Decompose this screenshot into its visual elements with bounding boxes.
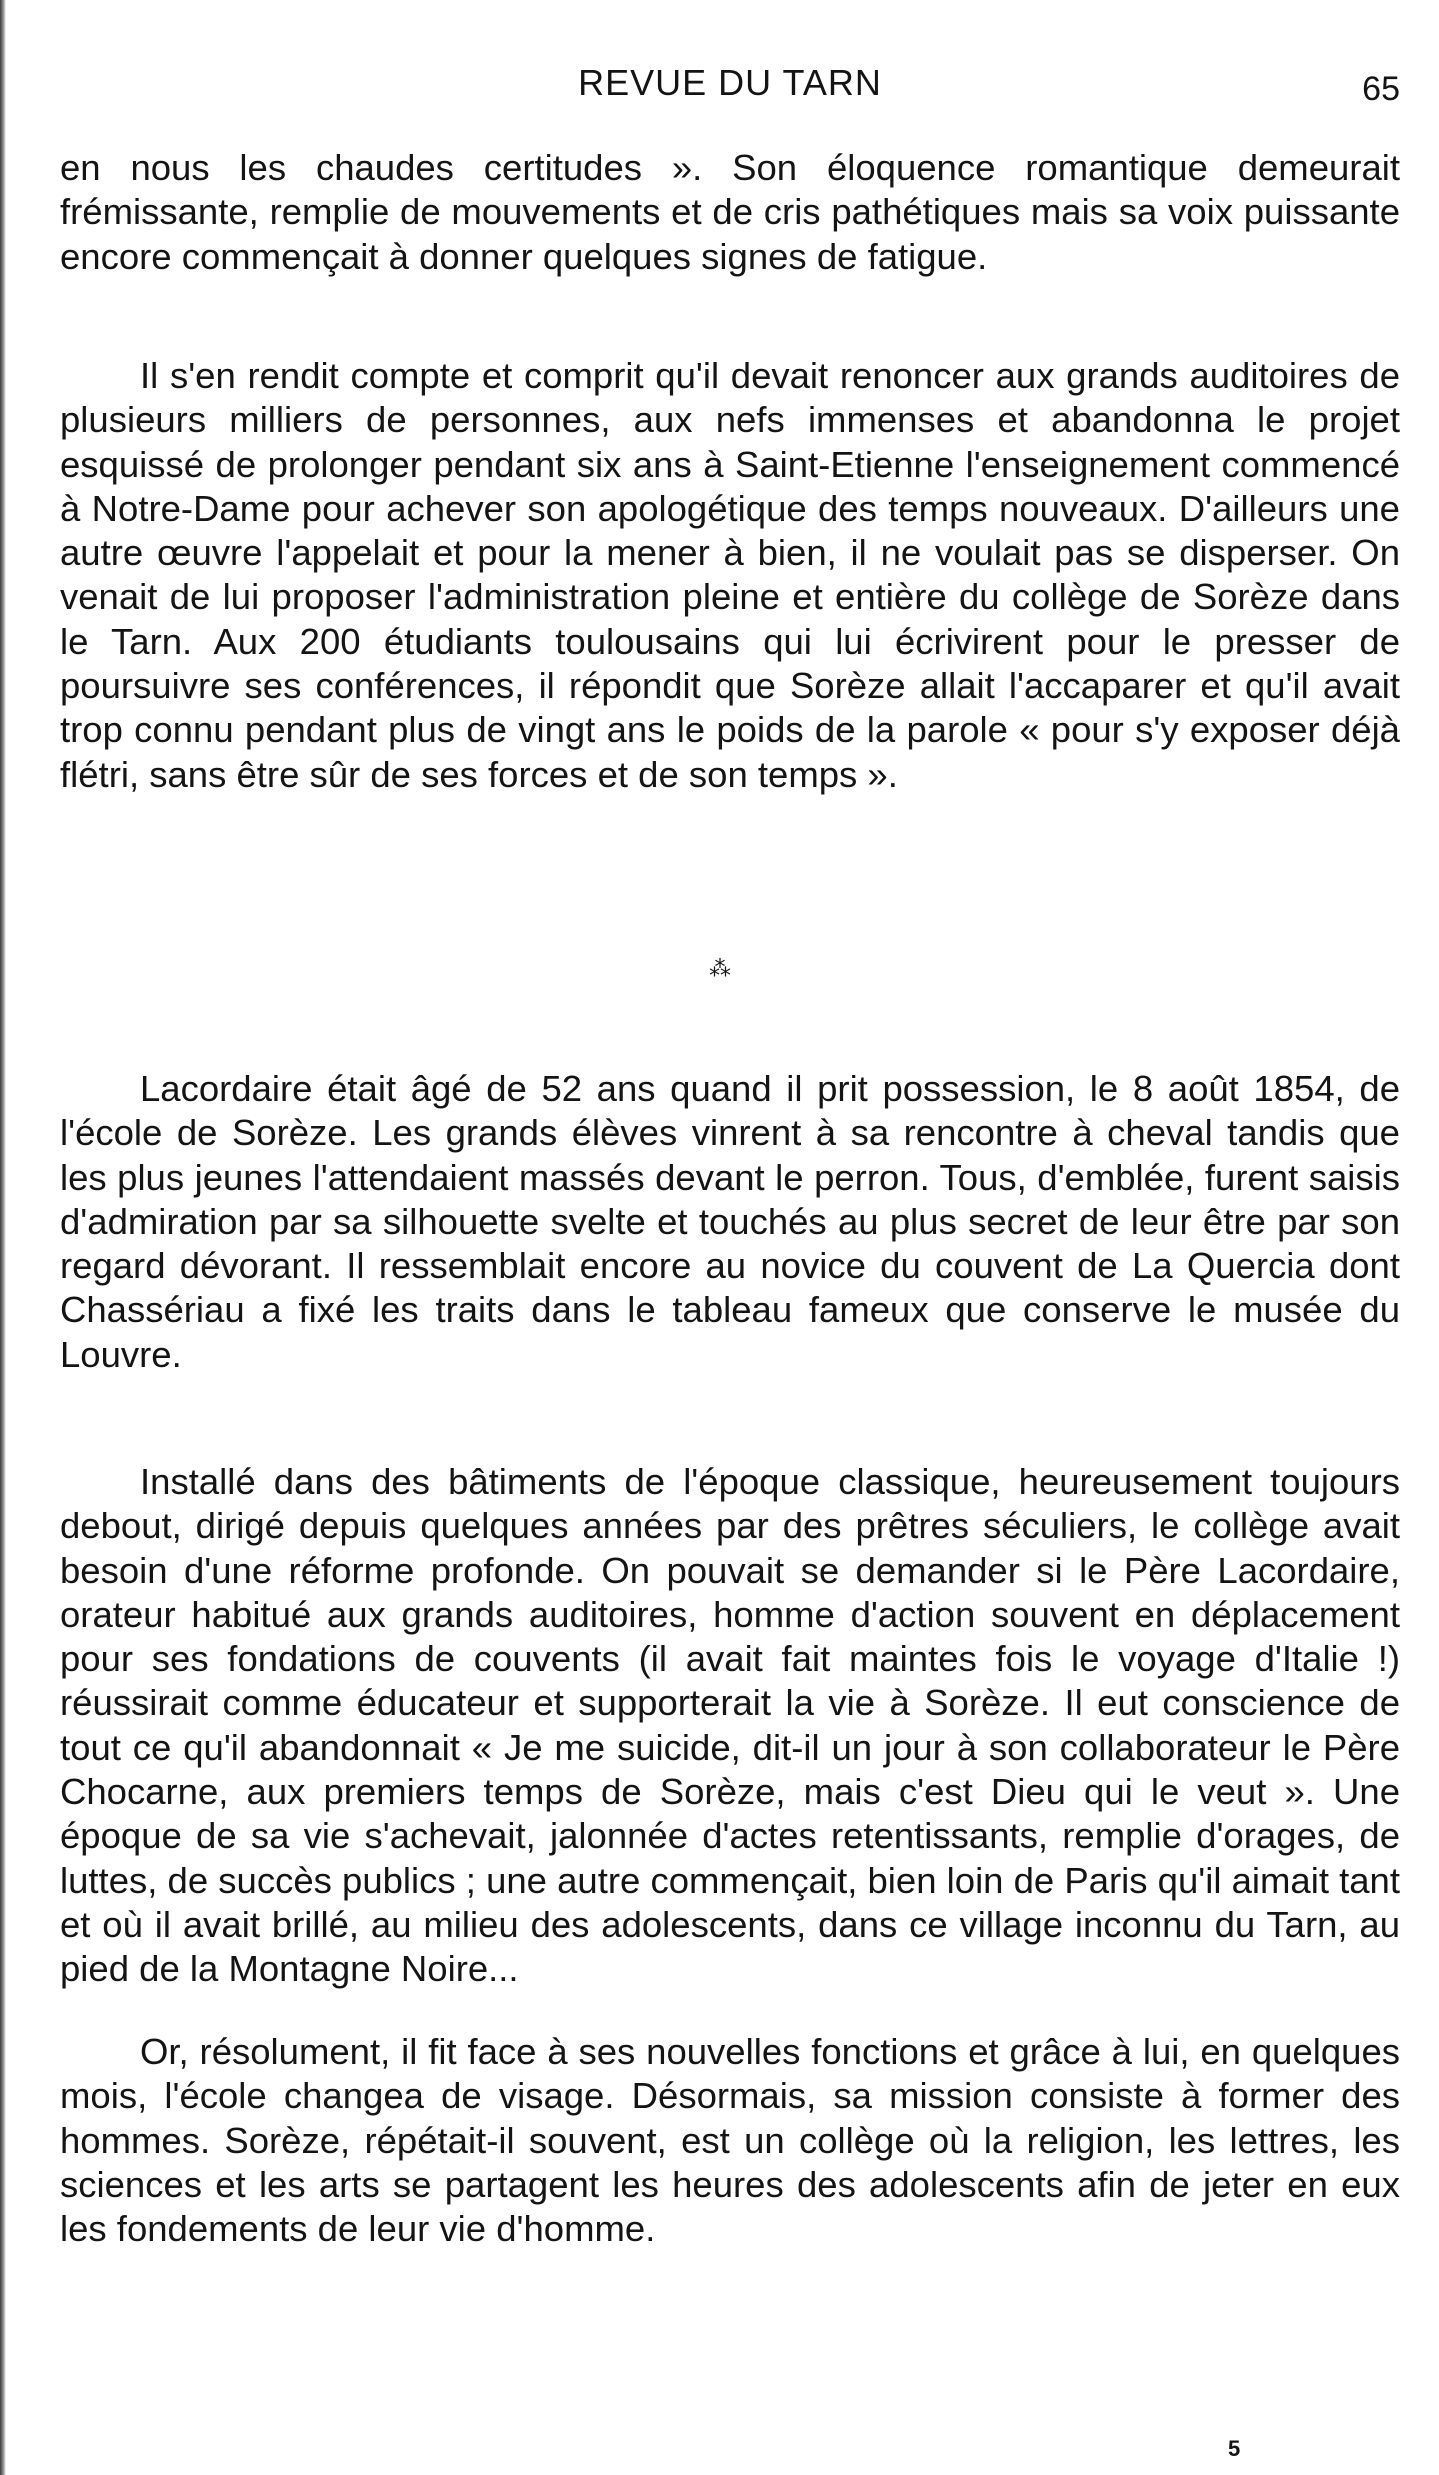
paragraph-1: en nous les chaudes certitudes ». Son éloquence romantique demeurait frémissante, remplie de mouvements et de cris pathétiques mais sa voix puissante encore commençait à donner quelques signes de fatigue.	[60, 147, 1400, 277]
paragraph-2: Il s'en rendit compte et comprit qu'il devait renoncer aux grands auditoires de plusieurs milliers de personnes, aux nefs immenses et abandonna le projet esquissé de prolonger pendant six ans à Saint-Etienne l'enseignement commencé à Notre-Dame pour achever son apologétique des temps nouveaux. D'ailleurs une autre œuvre l'appelait et pour la mener à bien, il ne voulait pas se disperser. On venait de lui proposer l'administration pleine et entière du collège de Sorèze dans le Tarn. Aux 200 étudiants toulousains qui lui écrivirent pour le presser de poursuivre ses conférences, il répondit que Sorèze allait l'accaparer et qu'il avait trop connu pendant plus de vingt ans le poids de la parole « pour s'y exposer déjà flétri, sans être sûr de ses forces et de son temps ».	[60, 355, 1400, 795]
scan-edge	[0, 0, 6, 2475]
paragraph-5: Or, résolument, il fit face à ses nouvelles fonctions et grâce à lui, en quelques mois, l'école changea de visage. Désormais, sa mission consiste à former des hommes. Sorèze, répétait-il souvent, est un collège où la religion, les lettres, les sciences et les arts se partagent les heures des adolescents afin de jeter en eux les fondements de leur vie d'homme.	[60, 2031, 1400, 2250]
page-header	[60, 62, 1400, 112]
running-title: REVUE DU TARN	[578, 62, 882, 103]
page-number: 65	[1362, 70, 1400, 108]
paragraph-3: Lacordaire était âgé de 52 ans quand il prit possession, le 8 août 1854, de l'école de Sorèze. Les grands élèves vinrent à sa rencontre à cheval tandis que les plus jeunes l'attendaient massés devant le perron. Tous, d'emblée, furent saisis d'admiration par sa silhouette svelte et touchés au plus secret de leur être par son regard dévorant. Il ressemblait encore au novice du couvent de La Quercia dont Chassériau a fixé les traits dans le tableau fameux que conserve le musée du Louvre.	[60, 1068, 1400, 1375]
paragraph-4: Installé dans des bâtiments de l'époque classique, heureusement toujours debout, dirigé depuis quelques années par des prêtres séculiers, le collège avait besoin d'une réforme profonde. On pouvait se demander si le Père Lacordaire, orateur habitué aux grands auditoires, homme d'action souvent en déplacement pour ses fondations de couvents (il avait fait maintes fois le voyage d'Italie !) réussirait comme éducateur et supporterait la vie à Sorèze. Il eut conscience de tout ce qu'il abandonnait « Je me suicide, dit-il un jour à son collaborateur le Père Chocarne, aux premiers temps de Sorèze, mais c'est Dieu qui le veut ». Une époque de sa vie s'achevait, jalonnée d'actes retentissants, remplie d'orages, de luttes, de succès publics ; une autre commençait, bien loin de Paris qu'il aimait tant et où il avait brillé, au milieu des adolescents, dans ce village inconnu du Tarn, au pied de la Montagne Noire...	[60, 1461, 1400, 1990]
signature-mark: 5	[1228, 2436, 1241, 2461]
asterism-ornament: ⁂	[709, 956, 731, 981]
